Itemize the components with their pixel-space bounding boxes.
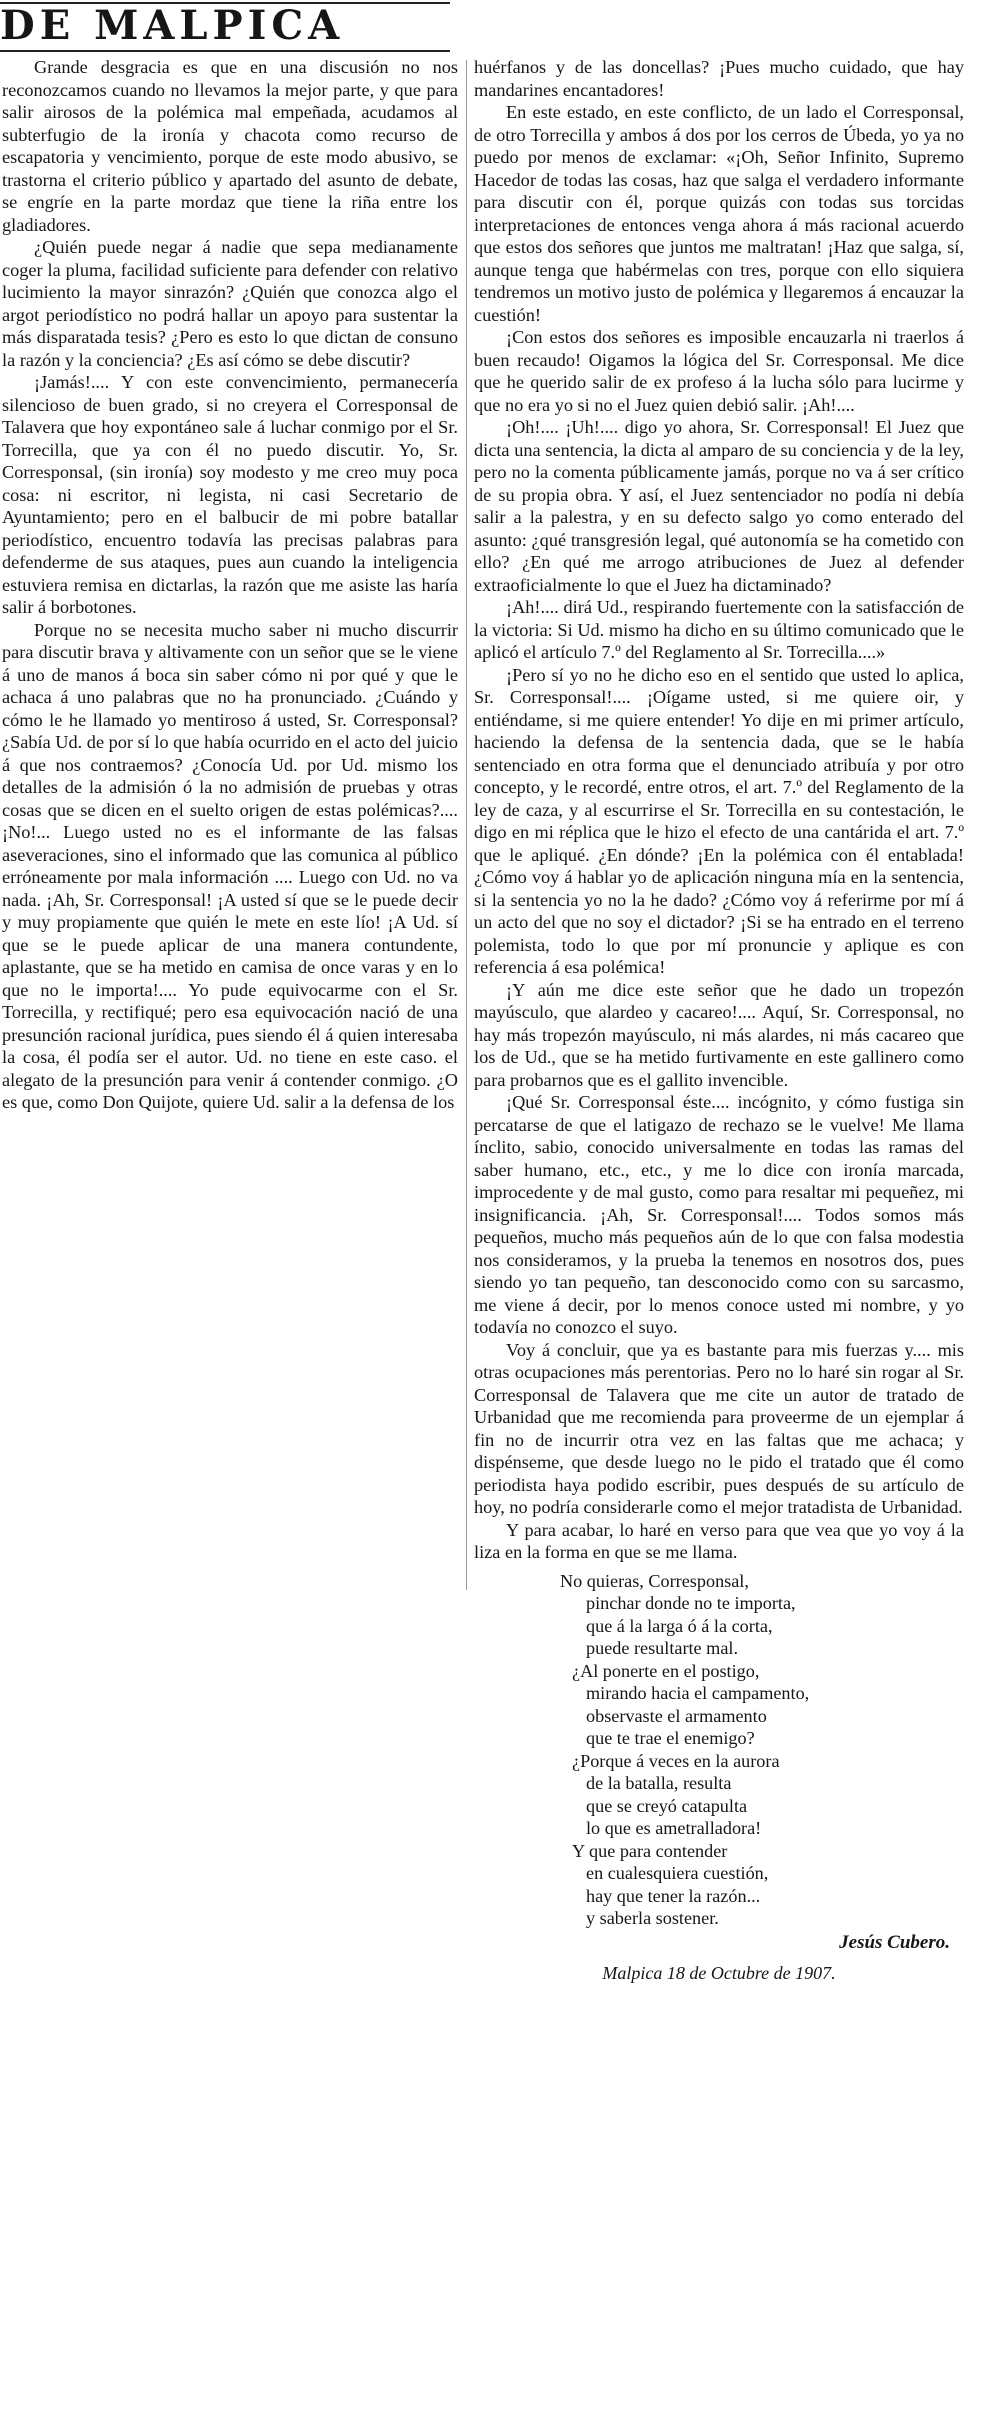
poem-line: que se creyó catapulta <box>586 1795 748 1816</box>
poem-line: ¿Al ponerte en el postigo, <box>572 1660 760 1681</box>
poem-line: lo que es ametralladora! <box>586 1818 762 1838</box>
poem-line: puede resultarte mal. <box>586 1638 739 1658</box>
poem-line: ¿Porque á veces en la aurora <box>572 1750 780 1771</box>
poem-line: en cualesquiera cuestión, <box>586 1863 769 1883</box>
paragraph: ¡Y aún me dice este señor que he dado un tropezón mayúsculo, que alardeo y cacareo!.... Aquí, Sr. Corresponsal, no hay más tropezón mayúsculo, ni más alardes, ni más cacareo que los de Ud., que se ha metido furtivamente en este gallinero como para probarnos que es el gallito invencible. <box>474 979 964 1090</box>
poem-line: mirando hacia el campamento, <box>586 1683 810 1703</box>
poem-line: que á la larga ó á la corta, <box>586 1615 773 1636</box>
poem-line: de la batalla, resulta <box>586 1773 732 1793</box>
paragraph: En este estado, en este conflicto, de un lado el Corresponsal, de otro Torrecilla y ambos á dos por los cerros de Úbeda, yo ya no puedo por menos de exclamar: «¡Oh, Señor Infinito, Supremo Hacedor de todas las cosas, haz que salga el verdadero informante para discutir con él, porque quizás con todas sus torcidas interpretaciones de entonces venga ahora á más racional acuerdo que estos dos señores que juntos me maltratan! ¡Haz que salga, sí, aunque tenga que habérmelas con tres, porque con ello siquiera tendremos un motivo justo de polémica y llegaremos á encauzar la cuestión! <box>474 102 964 325</box>
paragraph: ¡Con estos dos señores es imposible encauzarla ni traerlos á buen recaudo! Oigamos la lógica del Sr. Corresponsal. Me dice que he querido salir de ex profeso á la lucha sólo para lucirme y que no era yo si no el Juez quien debió salir. ¡Ah!.... <box>474 327 964 415</box>
paragraph: ¿Quién puede negar á nadie que sepa medianamente coger la pluma, facilidad suficiente para defender con relativo lucimiento la mayor sinrazón? ¿Quién que conozca algo el argot periodístico no podrá hallar un apoyo para sustentar la más disparatada tesis? ¿Pero es esto lo que dictan de consuno la razón y la conciencia? ¿Es así cómo se debe discutir? <box>2 237 458 370</box>
right-column <box>474 56 964 1985</box>
paragraph: ¡Pero sí yo no he dicho eso en el sentido que usted lo aplica, Sr. Corresponsal!.... ¡Oígame usted, si me quiere oir, y entiéndame, si me quiere entender! Yo dije en mi primer artículo, haciendo la defensa de la sentencia dada, que se le había sentenciado en otra forma que el denunciado atribuía y por otro concepto, y le recordé, entre otros, el art. 7.º del Reglamento de la ley de caza, y al escurrirse el Sr. Torrecilla en su contestación, le digo en mi réplica que le hizo el efecto de una cantárida el art. 7.º que le apliqué. ¿En dónde? ¡En la polémica con él entablada! ¿Cómo voy á hablar yo de aplicación ninguna mía en la sentencia, si la sentencia yo no la he dado? ¿Cómo voy á referirme por mí á un acto del que no soy el dictador? ¡Si se ha entrado en el terreno polemista, todo lo que por mí pronuncie y aplique es con referencia á esa polémica! <box>474 664 964 977</box>
headline-bottom-rule <box>0 50 450 52</box>
poem <box>560 1570 964 1930</box>
poem-line: pinchar donde no te importa, <box>586 1593 796 1613</box>
article-headline: DE MALPICA <box>0 2 345 49</box>
paragraph: ¡Qué Sr. Corresponsal éste.... incógnito, y cómo fustiga sin percatarse de que el latigazo de rechazo se le vuelve! Me llama ínclito, sabio, conocido universalmente en todas las ramas del saber humano, etc., etc., y me lo dice con ironía marcada, improcedente y de mal gusto, como para resaltar mi pequeñez, mi insignificancia. ¡Ah, Sr. Corresponsal!.... Todos somos más pequeños, mucho más pequeños aún de lo que con falsa modestia nos consideramos, y la prueba la tenemos en nosotros dos, pues siendo yo tan pequeño, tan desconocido como con su sarcasmo, me viene á decir, por lo menos conoce usted mi nombre, y yo todavía no conozco el suyo. <box>474 1092 964 1337</box>
paragraph-continued: huérfanos y de las doncellas? ¡Pues mucho cuidado, que hay mandarines encantadores! <box>474 57 964 100</box>
paragraph: ¡Oh!.... ¡Uh!.... digo yo ahora, Sr. Corresponsal! El Juez que dicta una sentencia, la dicta al amparo de su conciencia y de la ley, pero no la comenta públicamente jamás, porque no va á ser crítico de su propia obra. Y así, el Juez sentenciador no podía ni debía salir a la palestra, y en su defecto salgo yo como enterado del asunto: ¿qué transgresión legal, qué autonomía se ha cometido con ello? ¿En qué me arrogo atribuciones de Juez al defender extraoficialmente lo que el Juez ha dictaminado? <box>474 417 964 595</box>
poem-line: No quieras, Corresponsal, <box>560 1570 749 1591</box>
left-column <box>2 56 458 1114</box>
poem-line: observaste el armamento <box>586 1705 767 1726</box>
paragraph: Porque no se necesita mucho saber ni mucho discurrir para discutir brava y altivamente con un señor que se le viene á uno de manos á boca sin saber cómo ni por qué y que le achaca á uno palabras que no ha pronunciado. ¿Cuándo y cómo le he llamado yo mentiroso á usted, Sr. Corresponsal? ¿Sabía Ud. de por sí lo que había ocurrido en el acto del juicio á que nos contraemos? ¿Conocía Ud. por Ud. mismo los detalles de la admisión ó la no admisión de pruebas y otras cosas que se dicen en el suelto origen de estas polémicas?.... ¡No!... Luego usted no es el informante de las falsas aseveraciones, sino el informado que las comunica al público erróneamente por mala información .... Luego con Ud. no va nada. ¡Ah, Sr. Corresponsal! ¡A usted sí que se le puede decir y muy propiamente que quién le mete en este lío! ¡A Ud. sí que se le puede aplicar de una manera contundente, aplastante, que se ha metido en camisa de once varas y en lo que no le importa!.... Yo pude equivocarme con el Sr. Torrecilla, y rectifiqué; pero esa equivocación nació de una presunción racional jurídica, pues siendo él á quien interesaba la cosa, él podía ser el autor. Ud. no tiene en este caso. el alegato de la presunción para venir á contender conmigo. ¿O es que, como Don Quijote, quiere Ud. salir a la defensa de los <box>2 619 458 1112</box>
headline-top-rule <box>0 2 450 4</box>
poem-line: Y que para contender <box>572 1840 728 1861</box>
paragraph: ¡Jamás!.... Y con este convencimiento, permanecería silencioso de buen grado, si no creyera el Corresponsal de Talavera que hoy expontáneo sale á luchar conmigo por el Sr. Torrecilla, que ya con él no puedo discutir. Yo, Sr. Corresponsal, (sin ironía) soy modesto y me creo muy poca cosa: ni escritor, ni legista, ni casi Secretario de Ayuntamiento; pero en el balbucir de mi pobre batallar periodístico, encuentro todavía las precisas palabras para defenderme de sus ataques, pues aun cuando la inteligencia estuviera remisa en dictarlas, la razón que me asiste las haría salir á borbotones. <box>2 372 458 617</box>
dateline: Malpica 18 de Octubre de 1907. <box>602 1963 836 1983</box>
poem-line: que te trae el enemigo? <box>586 1728 755 1748</box>
paragraph: ¡Ah!.... dirá Ud., respirando fuertemente con la satisfacción de la victoria: Si Ud. mismo ha dicho en su último comunicado que le aplicó el artículo 7.º del Reglamento al Sr. Torrecilla....» <box>474 597 964 662</box>
paragraph: Grande desgracia es que en una discusión no nos reconozcamos cuando no llevamos la mejor parte, y que para salir airosos de la polémica mal empeñada, acudamos al subterfugio de la ironía y chacota como recurso de escapatoria y vencimiento, porque de este modo abusivo, se trastorna el criterio público y apartado del asunto de debate, se engríe en la parte mordaz que tiene la riña entre los gladiadores. <box>2 57 458 235</box>
column-divider <box>466 60 467 1590</box>
paragraph: Y para acabar, lo haré en verso para que vea que yo voy á la liza en la forma en que se me llama. <box>474 1519 964 1562</box>
author-signature: Jesús Cubero. <box>839 1931 950 1953</box>
poem-line: y saberla sostener. <box>586 1908 719 1928</box>
poem-line: hay que tener la razón... <box>586 1885 761 1906</box>
paragraph: Voy á concluir, que ya es bastante para mis fuerzas y.... mis otras ocupaciones más perentorias. Pero no lo haré sin rogar al Sr. Corresponsal de Talavera que me cite un autor de tratado de Urbanidad que me recomienda para proveerme de un ejemplar á fin no de incurrir otra vez en las faltas que me achaca; y dispénseme, que desde luego no le pido el tratado que él como periodista haya podido escribir, pues después de su artículo de hoy, no podría considerarle como el mejor tratadista de Urbanidad. <box>474 1339 964 1517</box>
